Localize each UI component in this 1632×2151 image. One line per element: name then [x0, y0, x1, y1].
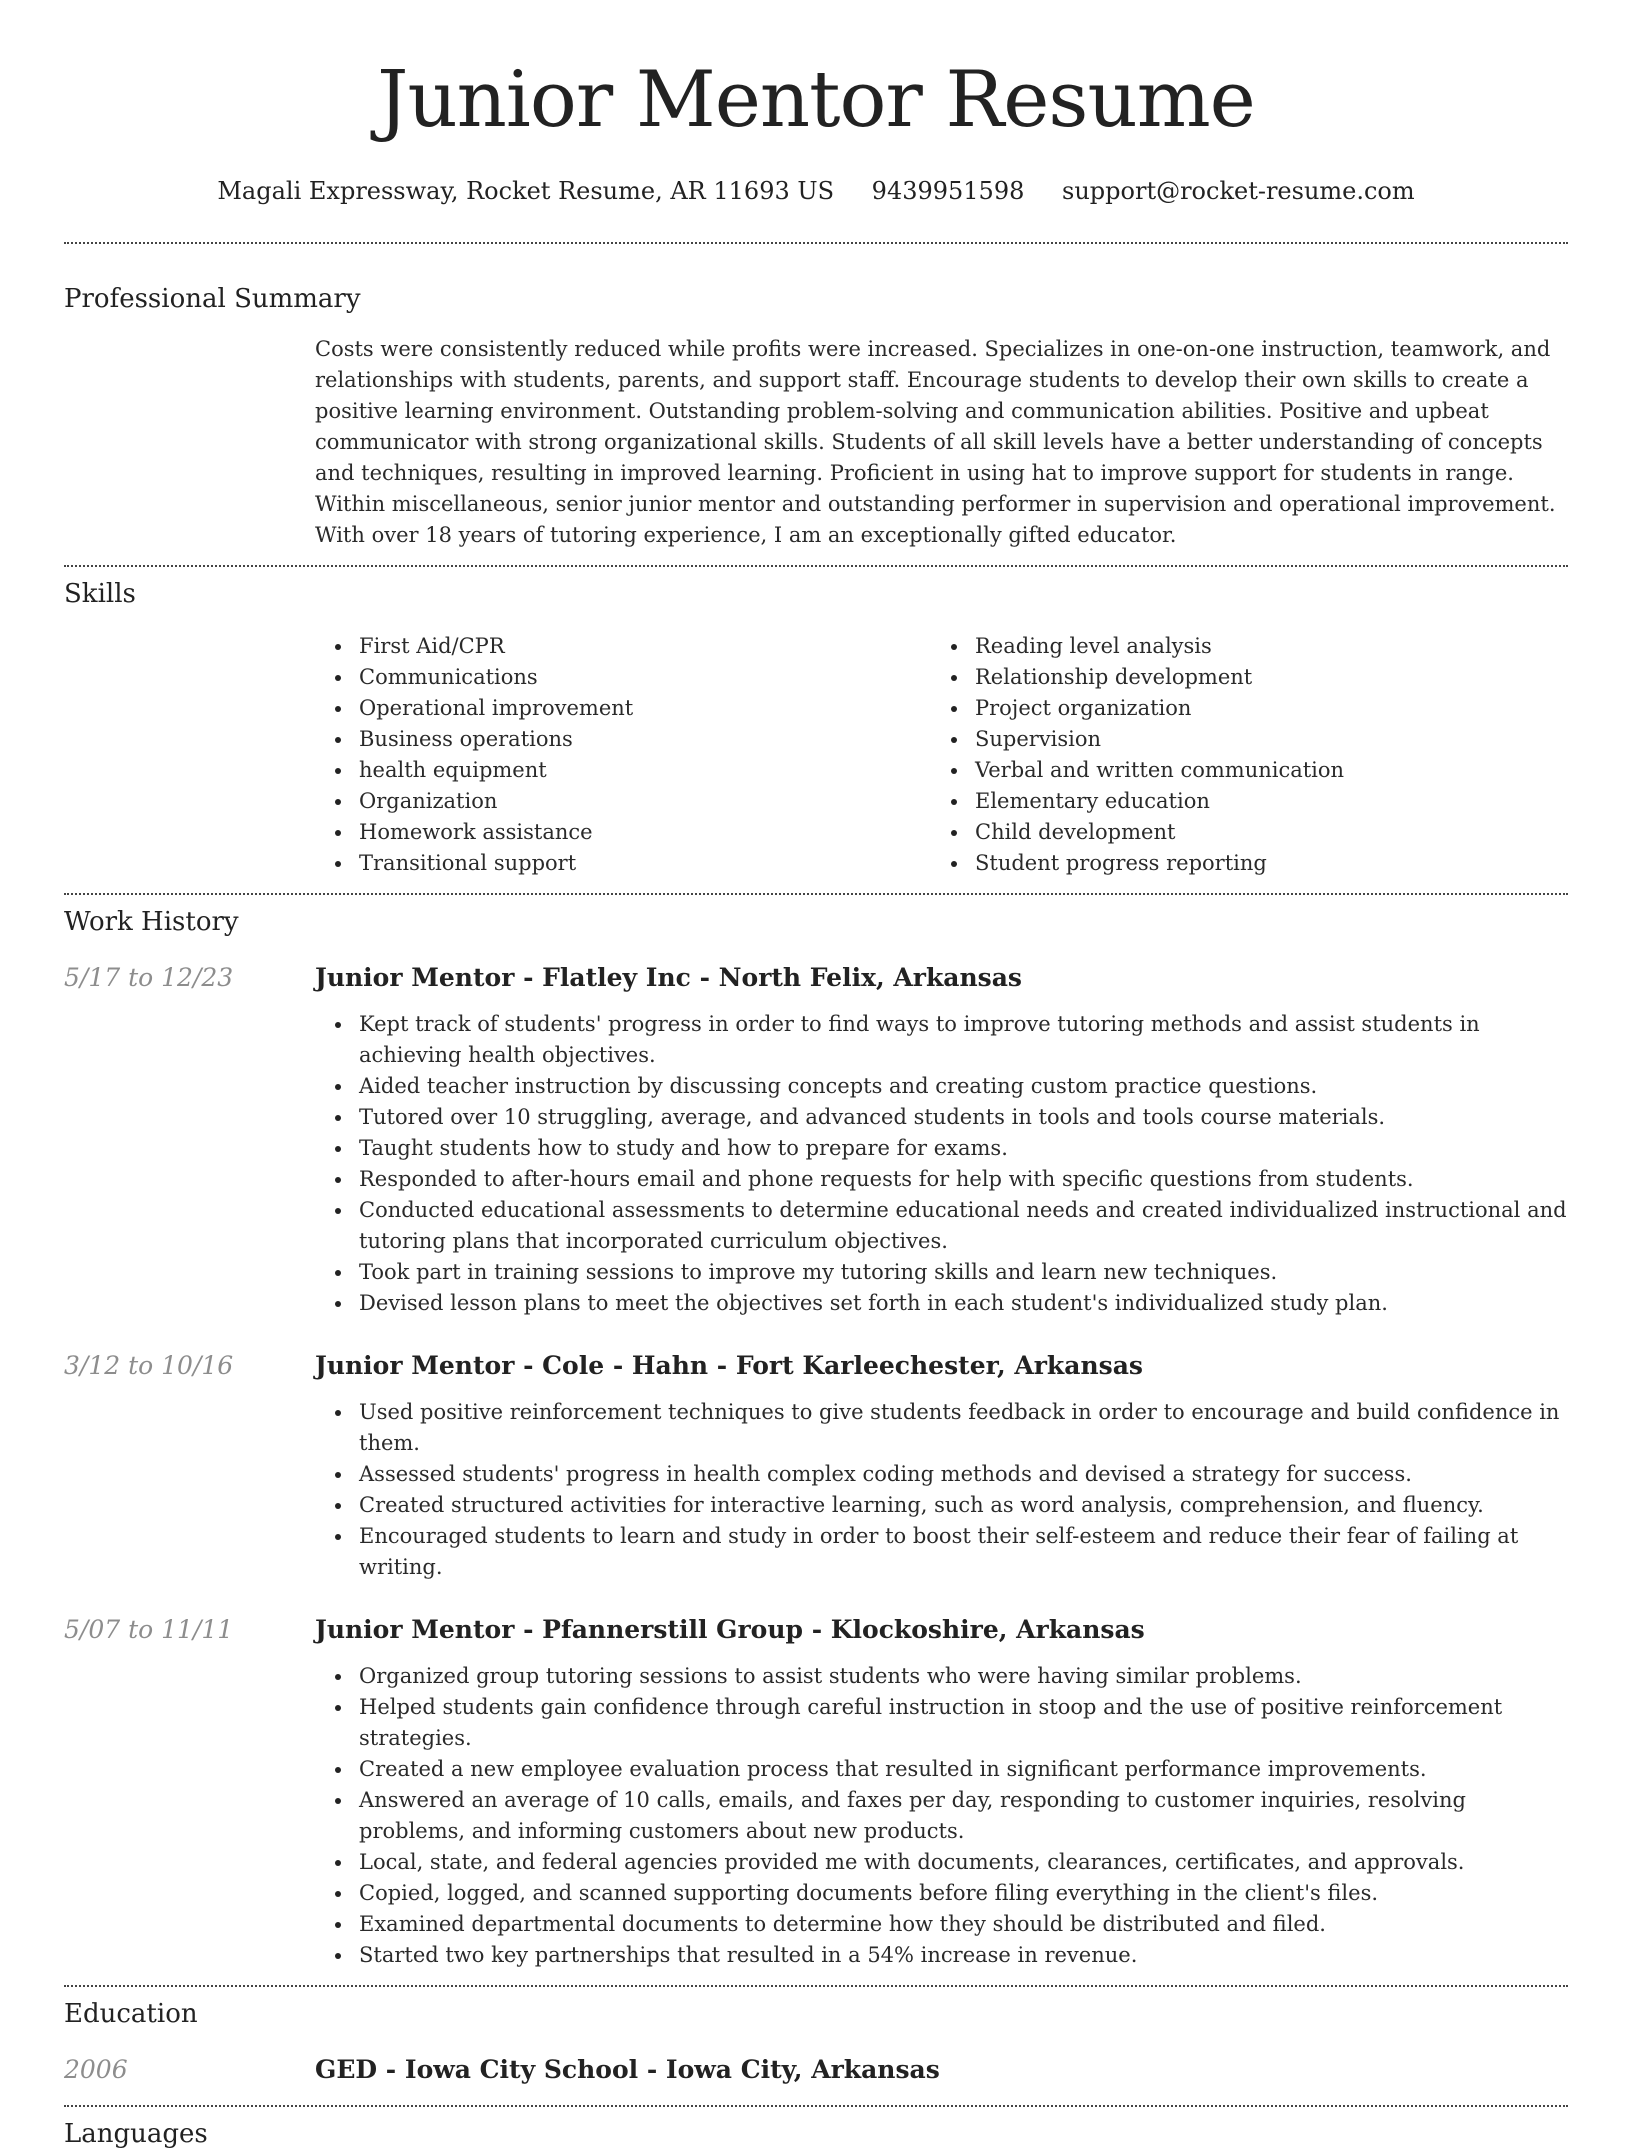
skill-item: Business operations: [359, 724, 931, 755]
skill-item: Project organization: [975, 693, 1547, 724]
education-title: GED - Iowa City School - Iowa City, Arkansas: [315, 2055, 940, 2084]
job-date: 5/17 to 12/23: [64, 963, 234, 992]
work-heading: Work History: [64, 907, 239, 937]
skill-item: Student progress reporting: [975, 848, 1547, 879]
summary-text: Costs were consistently reduced while profits were increased. Specializes in one-on-one instruction, teamwork, and relationships with students, parents, and support staff. Encourage students to develop their own skills to create a positive learning environment. Outstanding problem-solving and communication abilities. Positive and upbeat communicator with strong organizational skills. Students of all skill levels have a better understanding of concepts and techniques, resulting in improved learning. Proficient in using hat to improve support for students in range. Within miscellaneous, senior junior mentor and outstanding performer in supervision and operational improvement. With over 18 years of tutoring experience, I am an exceptionally gifted educator.: [315, 337, 1556, 547]
skills-list: [315, 631, 1568, 879]
work-section: [64, 905, 1568, 1971]
job-entry: [64, 1349, 1568, 1583]
job-bullet: Responded to after-hours email and phone requests for help with specific questions from students.: [359, 1164, 1568, 1195]
job-bullet: Devised lesson plans to meet the objectives set forth in each student's individualized study plan.: [359, 1288, 1568, 1319]
contact-line: [64, 176, 1568, 206]
divider: [64, 1985, 1568, 1987]
job-title: Junior Mentor - Flatley Inc - North Felix, Arkansas: [315, 963, 1022, 992]
job-bullets: [315, 1009, 1568, 1319]
education-heading: Education: [64, 1999, 198, 2029]
languages-heading: Languages: [64, 2119, 208, 2149]
contact-email: support@rocket-resume.com: [1062, 177, 1415, 205]
skill-item: First Aid/CPR: [359, 631, 931, 662]
skill-item: Transitional support: [359, 848, 931, 879]
divider: [64, 565, 1568, 567]
skill-item: Operational improvement: [359, 693, 931, 724]
job-bullet: Encouraged students to learn and study in order to boost their self-esteem and reduce their fear of failing at writing.: [359, 1521, 1568, 1583]
skill-item: Reading level analysis: [975, 631, 1547, 662]
divider: [64, 893, 1568, 895]
education-section: [64, 1997, 1568, 2087]
job-title: Junior Mentor - Pfannerstill Group - Klockoshire, Arkansas: [315, 1615, 1145, 1644]
divider: [64, 242, 1568, 244]
job-bullet: Conducted educational assessments to determine educational needs and created individualized instructional and tutoring plans that incorporated curriculum objectives.: [359, 1195, 1568, 1257]
skill-item: Supervision: [975, 724, 1547, 755]
job-bullet: Tutored over 10 struggling, average, and advanced students in tools and tools course materials.: [359, 1102, 1568, 1133]
resume-page: [64, 0, 1568, 2151]
summary-section: [64, 282, 1568, 551]
skill-item: Communications: [359, 662, 931, 693]
skill-item: Child development: [975, 817, 1547, 848]
resume-title: Junior Mentor Resume: [377, 55, 1255, 145]
skill-item: Organization: [359, 786, 931, 817]
skill-item: Elementary education: [975, 786, 1547, 817]
job-entry: [64, 1613, 1568, 1971]
job-bullets: [315, 1397, 1568, 1583]
job-bullet: Assessed students' progress in health complex coding methods and devised a strategy for success.: [359, 1459, 1568, 1490]
contact-address: Magali Expressway, Rocket Resume, AR 11693 US: [217, 177, 835, 205]
skill-item: Relationship development: [975, 662, 1547, 693]
job-date: 3/12 to 10/16: [64, 1351, 234, 1380]
job-bullet: Organized group tutoring sessions to assist students who were having similar problems.: [359, 1661, 1568, 1692]
job-bullet: Created structured activities for interactive learning, such as word analysis, comprehension, and fluency.: [359, 1490, 1568, 1521]
job-bullet: Started two key partnerships that resulted in a 54% increase in revenue.: [359, 1940, 1568, 1971]
contact-phone: 9439951598: [871, 177, 1025, 205]
job-bullet: Kept track of students' progress in order to find ways to improve tutoring methods and assist students in achieving health objectives.: [359, 1009, 1568, 1071]
skill-item: Homework assistance: [359, 817, 931, 848]
skill-item: Verbal and written communication: [975, 755, 1547, 786]
job-bullets: [315, 1661, 1568, 1971]
job-date: 5/07 to 11/11: [64, 1615, 234, 1644]
job-title: Junior Mentor - Cole - Hahn - Fort Karleechester, Arkansas: [315, 1351, 1143, 1380]
job-bullet: Took part in training sessions to improve my tutoring skills and learn new techniques.: [359, 1257, 1568, 1288]
job-bullet: Aided teacher instruction by discussing concepts and creating custom practice questions.: [359, 1071, 1568, 1102]
job-bullet: Created a new employee evaluation process that resulted in significant performance improvements.: [359, 1754, 1568, 1785]
languages-section: [64, 2117, 1568, 2151]
education-entry: [64, 2053, 1568, 2087]
skill-item: health equipment: [359, 755, 931, 786]
skills-section: [64, 577, 1568, 879]
job-bullet: Examined departmental documents to determine how they should be distributed and filed.: [359, 1909, 1568, 1940]
skills-column-right: [931, 631, 1547, 879]
skills-heading: Skills: [64, 579, 136, 609]
job-bullet: Helped students gain confidence through careful instruction in stoop and the use of positive reinforcement strategies.: [359, 1692, 1568, 1754]
education-date: 2006: [64, 2055, 128, 2084]
job-bullet: Used positive reinforcement techniques to give students feedback in order to encourage and build confidence in them.: [359, 1397, 1568, 1459]
job-bullet: Copied, logged, and scanned supporting documents before filing everything in the client's files.: [359, 1878, 1568, 1909]
divider: [64, 2105, 1568, 2107]
summary-heading: Professional Summary: [64, 284, 361, 314]
job-entry: [64, 961, 1568, 1319]
job-bullet: Local, state, and federal agencies provided me with documents, clearances, certificates, and approvals.: [359, 1847, 1568, 1878]
job-bullet: Taught students how to study and how to prepare for exams.: [359, 1133, 1568, 1164]
skills-column-left: [315, 631, 931, 879]
job-bullet: Answered an average of 10 calls, emails, and faxes per day, responding to customer inquiries, resolving problems, and informing customers about new products.: [359, 1785, 1568, 1847]
